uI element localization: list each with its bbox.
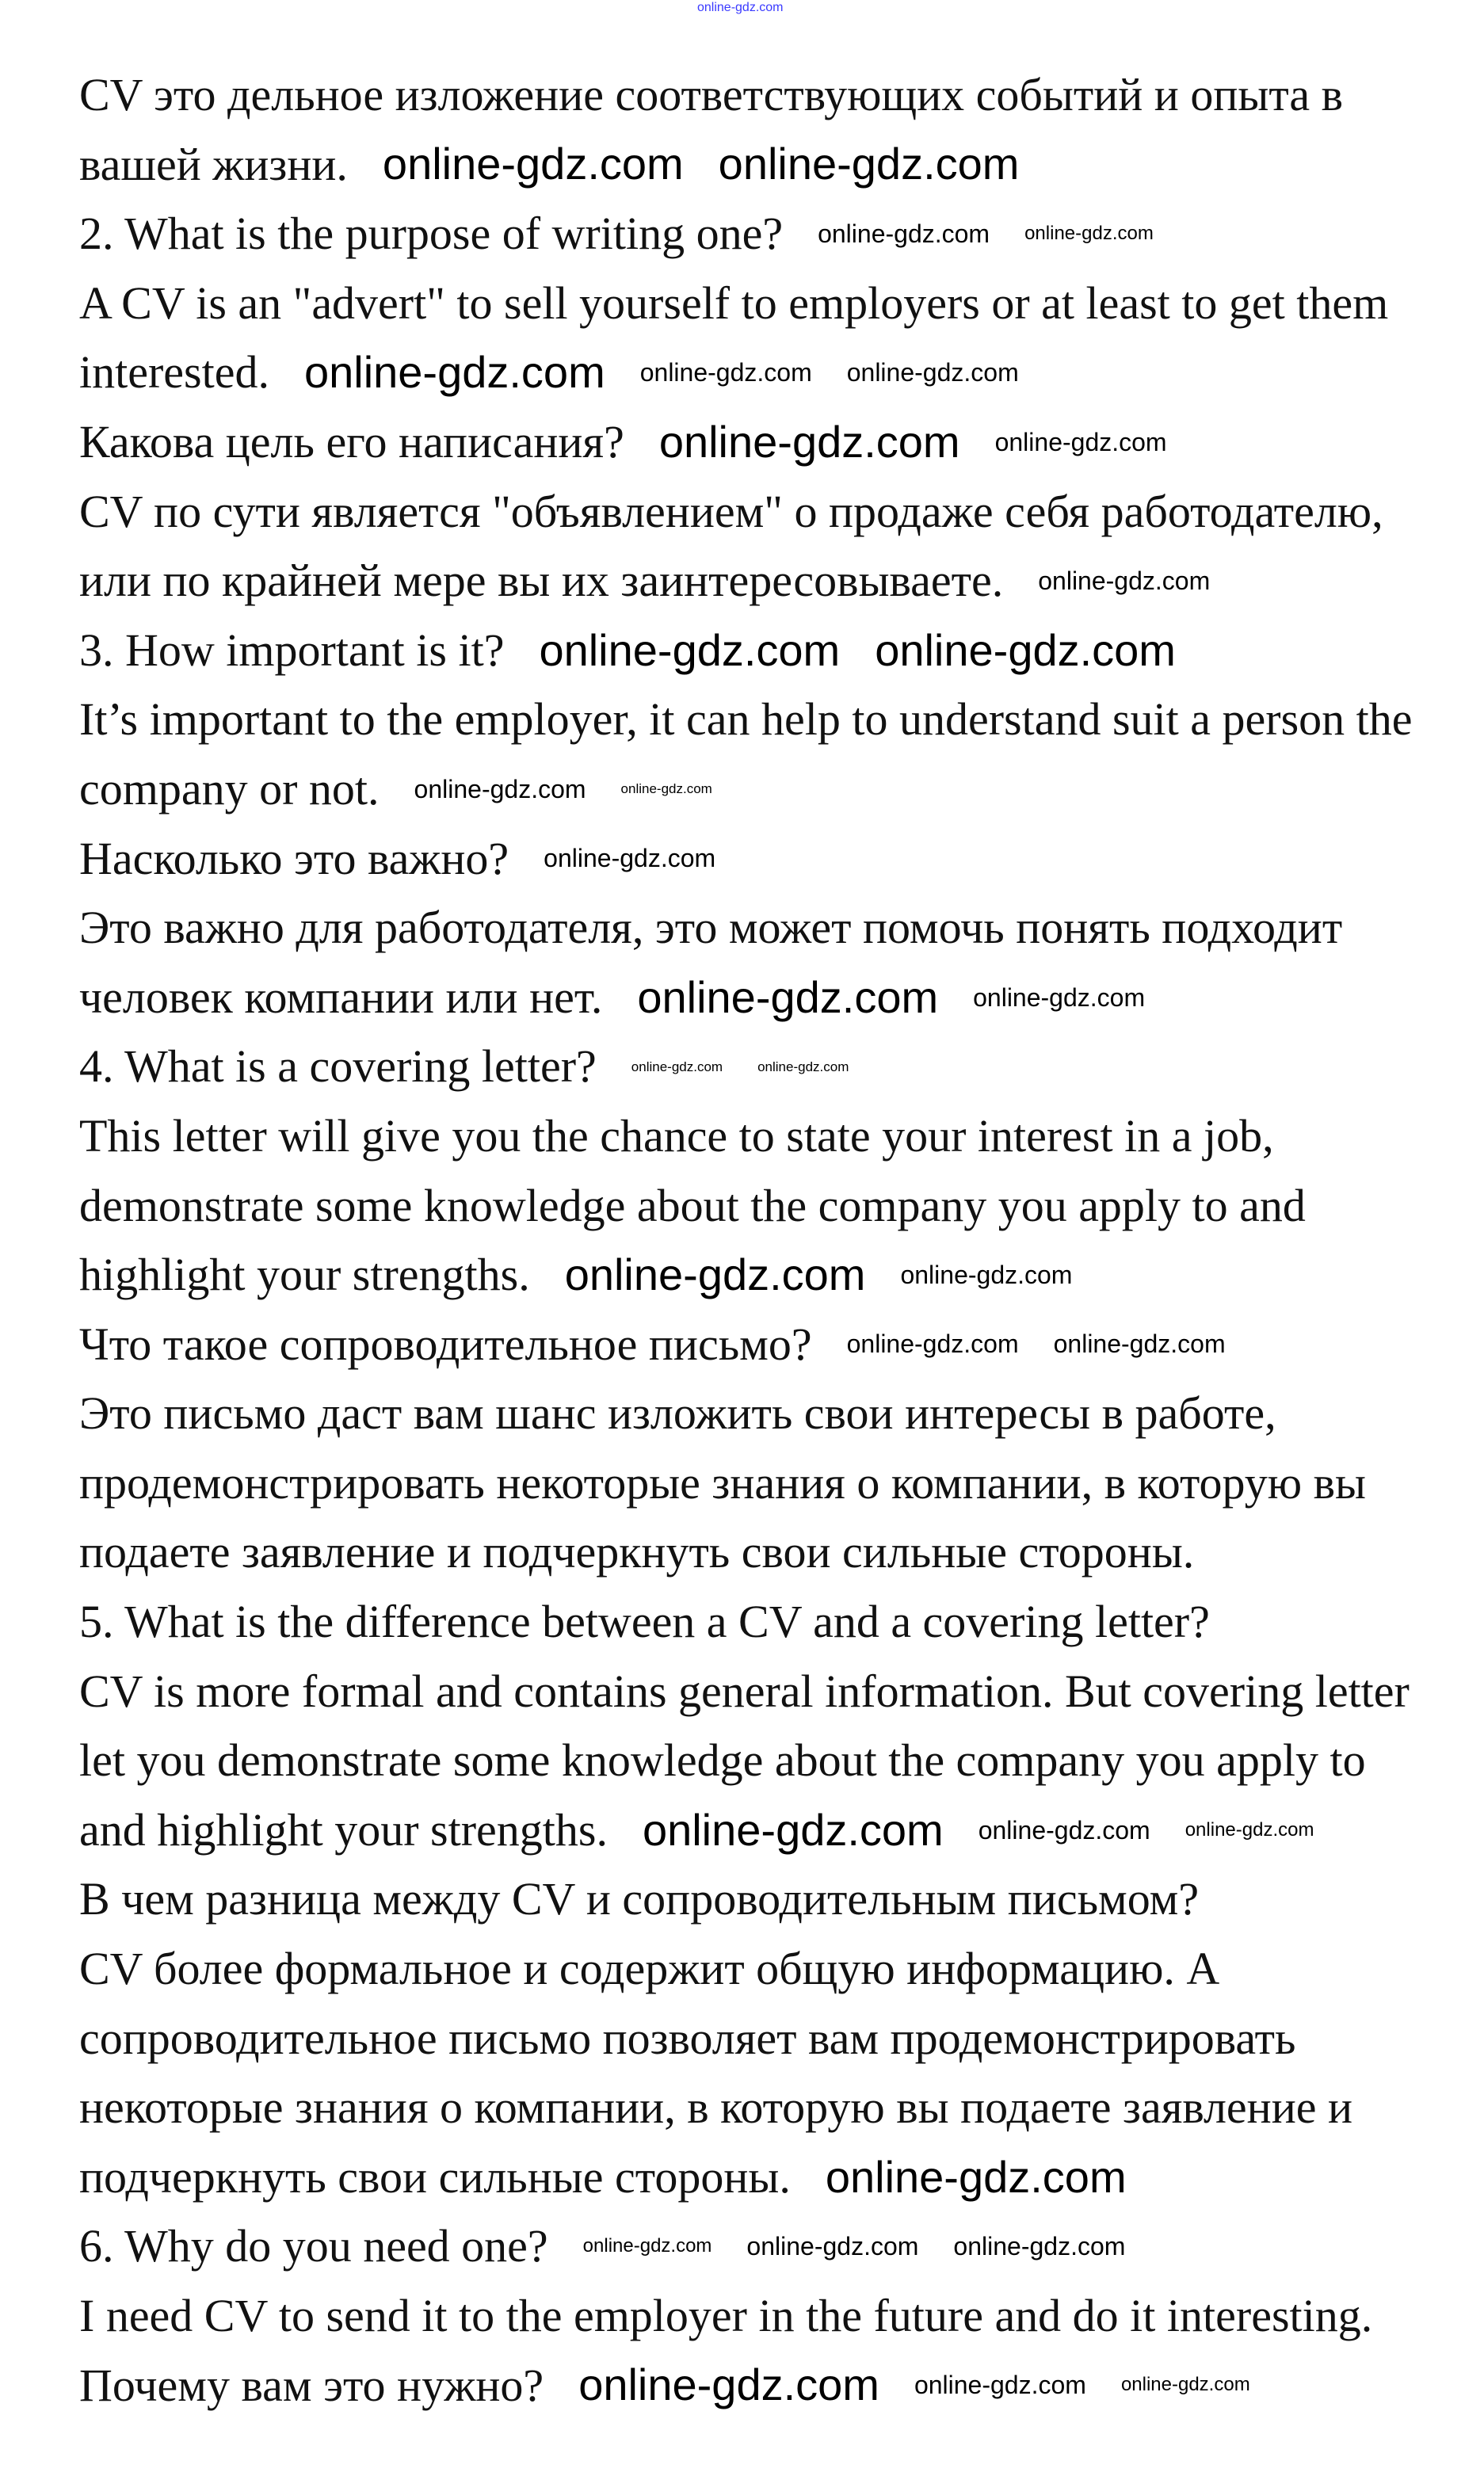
- watermark: online-gdz.com: [564, 1249, 866, 1299]
- text-row: [79, 1795, 1474, 1865]
- text-row: [79, 616, 1474, 685]
- text-line: 3. How important is it?: [79, 624, 505, 676]
- watermark: online-gdz.com: [846, 358, 1019, 387]
- watermark: online-gdz.com: [746, 2232, 919, 2261]
- text-row: [79, 963, 1474, 1032]
- text-row: [79, 1240, 1474, 1310]
- text-row: [79, 546, 1474, 616]
- text-line: I need CV to send it to the employer in the future and do it interesting.: [79, 2290, 1373, 2341]
- watermark: online-gdz.com: [953, 2232, 1126, 2261]
- watermark: online-gdz.com: [875, 624, 1176, 675]
- text-row: [79, 1448, 1474, 1518]
- text-line: 6. Why do you need one?: [79, 2220, 548, 2272]
- watermark: online-gdz.com: [414, 774, 586, 803]
- text-line: вашей жизни.: [79, 138, 348, 190]
- watermark: online-gdz.com: [582, 2235, 712, 2257]
- text-row: [79, 1657, 1474, 1726]
- text-line: сопроводительное письмо позволяет вам продемонстрировать: [79, 2012, 1296, 2064]
- text-line: Это письмо даст вам шанс изложить свои интересы в работе,: [79, 1387, 1276, 1440]
- text-row: [79, 1032, 1474, 1101]
- text-line: CV is more formal and contains general information. But covering letter: [79, 1665, 1410, 1717]
- watermark: online-gdz.com: [642, 1804, 944, 1855]
- text-line: interested.: [79, 346, 269, 399]
- watermark: online-gdz.com: [718, 139, 1020, 189]
- watermark: online-gdz.com: [620, 781, 712, 797]
- text-line: This letter will give you the chance to state your interest in a job,: [79, 1109, 1274, 1162]
- text-line: CV это дельное изложение соответствующих событий и опыта в: [79, 69, 1344, 120]
- text-row: [79, 2211, 1474, 2281]
- text-line: A CV is an "advert" to sell yourself to employers or at least to get them: [79, 277, 1389, 329]
- watermark: online-gdz.com: [1185, 1818, 1314, 1841]
- text-row: [79, 1726, 1474, 1795]
- text-line: let you demonstrate some knowledge about the company you apply to: [79, 1734, 1366, 1787]
- text-line: некоторые знания о компании, в которую вы подаете заявление и: [79, 2081, 1353, 2134]
- watermark: online-gdz.com: [846, 1330, 1019, 1359]
- text-row: [79, 199, 1474, 269]
- text-row: [79, 754, 1474, 824]
- text-row: [79, 824, 1474, 894]
- watermark: online-gdz.com: [639, 358, 812, 387]
- text-row: [79, 685, 1474, 754]
- text-row: [79, 1171, 1474, 1241]
- text-line: demonstrate some knowledge about the company you apply to and: [79, 1179, 1306, 1231]
- text-line: CV по сути является "объявлением" о продаже себя работодателю,: [79, 485, 1383, 537]
- text-row: [79, 1934, 1474, 2004]
- watermark: online-gdz.com: [631, 1059, 723, 1074]
- watermark: online-gdz.com: [994, 427, 1167, 456]
- text-row: [79, 893, 1474, 963]
- text-row: [79, 1864, 1474, 1934]
- text-row: [79, 60, 1474, 130]
- document-body: [79, 60, 1474, 2420]
- watermark: online-gdz.com: [1038, 566, 1211, 595]
- watermark: online-gdz.com: [900, 1260, 1073, 1289]
- watermark: online-gdz.com: [303, 347, 605, 398]
- text-row: [79, 338, 1474, 407]
- watermark: online-gdz.com: [539, 624, 841, 675]
- watermark: online-gdz.com: [1120, 2374, 1250, 2396]
- watermark: online-gdz.com: [1024, 222, 1154, 244]
- text-line: Какова цель его написания?: [79, 415, 624, 467]
- watermark: online-gdz.com: [978, 1815, 1150, 1845]
- text-row: [79, 269, 1474, 338]
- text-row: [79, 1379, 1474, 1448]
- watermark: online-gdz.com: [382, 139, 684, 189]
- watermark: online-gdz.com: [578, 2360, 879, 2410]
- text-row: [79, 2004, 1474, 2074]
- text-line: 4. What is a covering letter?: [79, 1040, 597, 1093]
- watermark: online-gdz.com: [825, 2151, 1127, 2202]
- text-line: It’s important to the employer, it can help to understand suit a person the: [79, 693, 1413, 746]
- text-line: человек компании или нет.: [79, 971, 603, 1023]
- text-line: подаете заявление и подчеркнуть свои сильные стороны.: [79, 1526, 1195, 1578]
- text-row: [79, 1310, 1474, 1379]
- text-row: [79, 130, 1474, 200]
- watermark: online-gdz.com: [914, 2371, 1086, 2400]
- text-row: [79, 2281, 1474, 2351]
- text-line: Что такое сопроводительное письмо?: [79, 1318, 812, 1370]
- text-line: Это важно для работодателя, это может помочь понять подходит: [79, 902, 1343, 954]
- text-row: [79, 1101, 1474, 1171]
- text-line: 2. What is the purpose of writing one?: [79, 208, 784, 260]
- text-line: подчеркнуть свои сильные стороны.: [79, 2150, 791, 2203]
- text-line: highlight your strengths.: [79, 1249, 530, 1301]
- watermark: online-gdz.com: [757, 1059, 849, 1074]
- watermark: online-gdz.com: [1053, 1330, 1226, 1359]
- text-row: [79, 2351, 1474, 2421]
- text-line: или по крайней мере вы их заинтересовываете.: [79, 555, 1004, 607]
- watermark: online-gdz.com: [637, 971, 939, 1022]
- text-line: company or not.: [79, 762, 380, 815]
- text-row: [79, 2073, 1474, 2142]
- text-line: В чем разница между CV и сопроводительным письмом?: [79, 1873, 1200, 1925]
- watermark: online-gdz.com: [697, 1, 784, 14]
- watermark: online-gdz.com: [818, 219, 990, 248]
- text-line: 5. What is the difference between a CV and a covering letter?: [79, 1596, 1210, 1648]
- text-row: [79, 477, 1474, 547]
- text-line: CV более формальное и содержит общую информацию. А: [79, 1943, 1220, 1995]
- text-row: [79, 407, 1474, 477]
- watermark: online-gdz.com: [973, 982, 1146, 1012]
- watermark: online-gdz.com: [658, 416, 960, 467]
- text-row: [79, 2142, 1474, 2212]
- text-row: [79, 1587, 1474, 1657]
- text-line: Почему вам это нужно?: [79, 2359, 544, 2411]
- text-line: Насколько это важно?: [79, 832, 509, 884]
- text-line: and highlight your strengths.: [79, 1803, 608, 1856]
- watermark: online-gdz.com: [544, 844, 716, 873]
- text-row: [79, 1517, 1474, 1587]
- text-line: продемонстрировать некоторые знания о компании, в которую вы: [79, 1456, 1366, 1509]
